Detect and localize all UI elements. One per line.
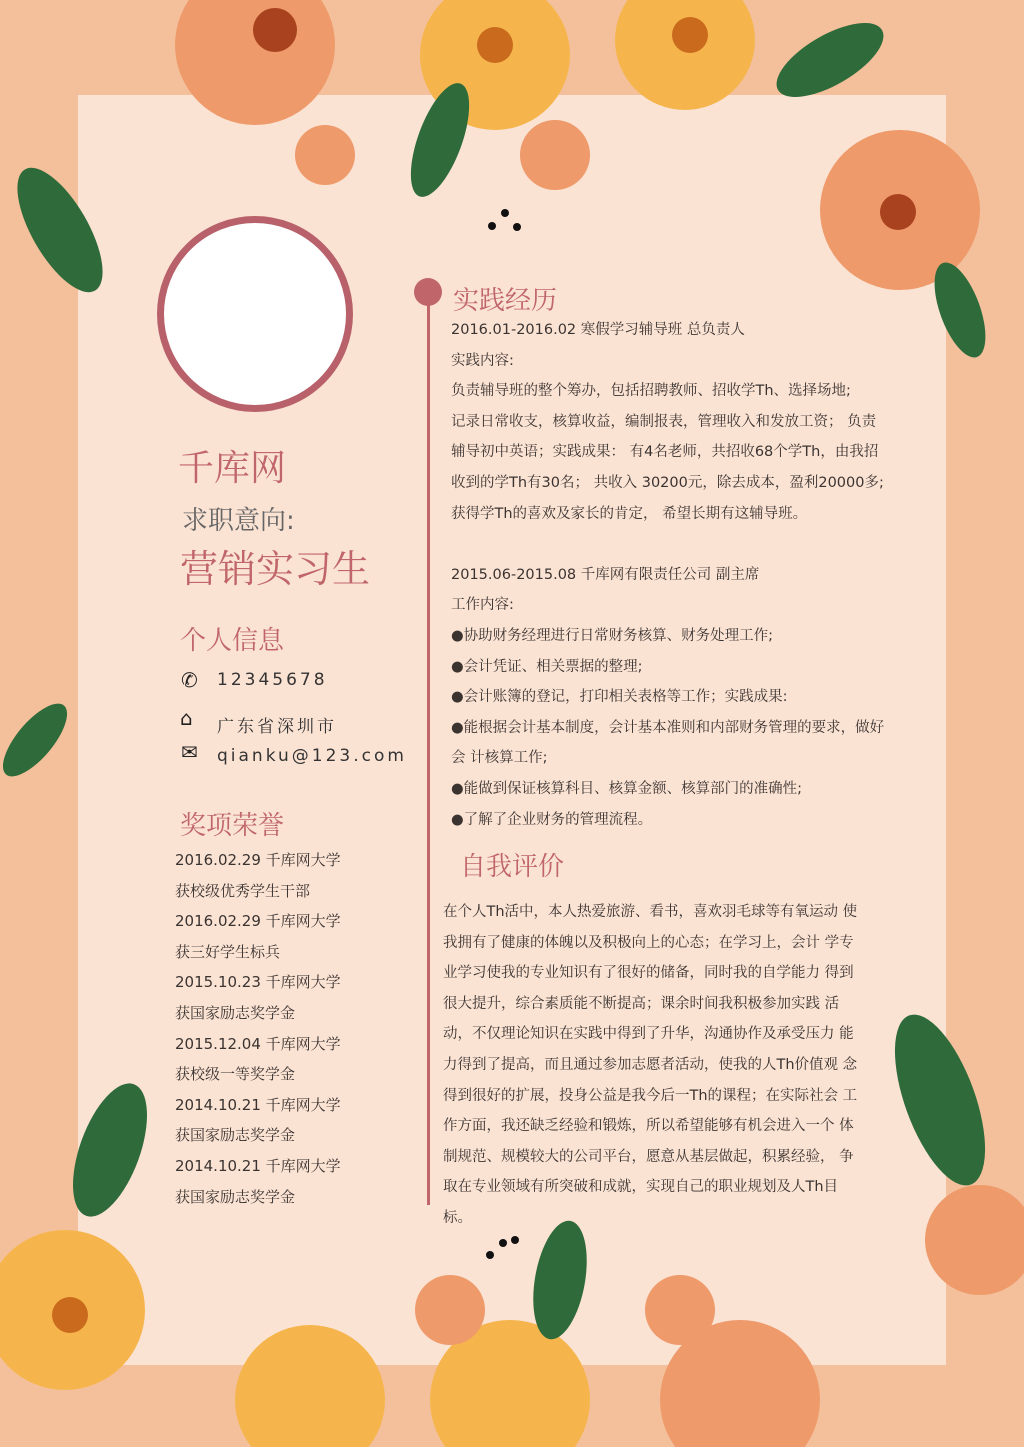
awards-line: 获国家励志奖学金 (175, 1004, 296, 1022)
evaluation-line: 标。 (443, 1210, 472, 1226)
experience-line: ●协助财务经理进行日常财务核算、财务处理工作; (451, 628, 774, 644)
mail-icon: ✉ (181, 740, 198, 764)
experience-line: ●了解了企业财务的管理流程。 (451, 811, 653, 828)
evaluation-line: 在个人Th活中，本人热爱旅游、看书，喜欢羽毛球等有氧运动 使 (443, 904, 858, 920)
profile-photo (157, 216, 353, 412)
experience-line: ●能根据会计基本制度，会计基本准则和内部财务管理的要求，做好 (451, 719, 885, 736)
experience-line: 实践内容: (451, 352, 514, 369)
evaluation-line: 业学习使我的专业知识有了很好的储备，同时我的自学能力 得到 (443, 965, 854, 982)
intent-label: 求职意向: (182, 506, 295, 536)
email: qianku@123.com (217, 746, 407, 766)
phone-icon: ✆ (181, 668, 198, 692)
awards-line: 获校级优秀学生干部 (175, 881, 311, 900)
timeline-dot (414, 278, 442, 306)
evaluation-line: 动，不仅理论知识在实践中得到了升华，沟通协作及承受压力 能 (443, 1026, 854, 1043)
experience-line: ●会计账簿的登记，打印相关表格等工作；实践成果: (451, 689, 788, 706)
evaluation-line: 我拥有了健康的体魄以及积极向上的心态；在学习上，会计 学专 (443, 934, 854, 951)
experience-line: ●会计凭证、相关票据的整理; (451, 658, 643, 675)
evaluation-line: 很大提升，综合素质能不断提高；课余时间我积极参加实践 活 (443, 995, 840, 1012)
experience-line: 工作内容: (451, 597, 514, 614)
evaluation-line: 得到很好的扩展，投身公益是我今后一Th的课程；在实际社会 工 (443, 1087, 858, 1104)
evaluation-line: 作方面，我还缺乏经验和锻炼，所以希望能够有机会进入一个 体 (443, 1118, 854, 1135)
experience-line: 辅导初中英语；实践成果： 有4名老师，共招收68个学Th，由我招 (451, 444, 879, 461)
awards-title: 奖项荣誉 (180, 811, 285, 841)
awards-line: 2014.10.21 千库网大学 (175, 1095, 341, 1114)
awards-line: 获国家励志奖学金 (175, 1126, 296, 1145)
awards-line: 2016.02.29 千库网大学 (175, 912, 341, 931)
experience-title: 实践经历 (453, 286, 558, 316)
awards-line: 2016.02.29 千库网大学 (175, 851, 341, 869)
awards-line: 获国家励志奖学金 (175, 1187, 296, 1206)
evaluation-line: 取在专业领域有所突破和成就，实现自己的职业规划及人Th目 (443, 1179, 839, 1196)
awards-line: 2015.10.23 千库网大学 (175, 973, 341, 992)
awards-line: 获三好学生标兵 (175, 942, 281, 961)
experience-line: 2015.06-2015.08 千库网有限责任公司 副主席 (451, 566, 760, 583)
experience-line: 获得学Th的喜欢及家长的肯定， 希望长期有这辅导班。 (451, 505, 808, 522)
experience-line: 2016.01-2016.02 寒假学习辅导班 总负责人 (451, 322, 745, 338)
personal-info-title: 个人信息 (180, 626, 285, 656)
awards-line: 2015.12.04 千库网大学 (175, 1034, 341, 1053)
home-icon: ⌂ (180, 706, 193, 730)
job-target: 营销实习生 (180, 547, 371, 591)
candidate-name: 千库网 (178, 448, 287, 489)
city: 广东省深圳市 (217, 717, 337, 737)
evaluation-line: 制规范、规模较大的公司平台，愿意从基层做起，积累经验， 争 (443, 1148, 854, 1165)
timeline-line (427, 290, 430, 1205)
awards-line: 2014.10.21 千库网大学 (175, 1157, 341, 1175)
evaluation-line: 力得到了提高，而且通过参加志愿者活动，使我的人Th价值观 念 (443, 1057, 858, 1073)
evaluation-title: 自我评价 (460, 852, 565, 882)
awards-line: 获校级一等奖学金 (175, 1065, 296, 1084)
experience-line: ●能做到保证核算科目、核算金额、核算部门的准确性; (451, 781, 803, 797)
experience-line: 收到的学Th有30名； 共收入 30200元，除去成本，盈利20000多; (451, 475, 884, 491)
experience-line: 会 计核算工作; (451, 750, 548, 767)
experience-line: 负责辅导班的整个筹办，包括招聘教师、招收学Th、选择场地; (451, 383, 851, 400)
experience-line: 记录日常收支，核算收益，编制报表，管理收入和发放工资； 负责 (451, 413, 877, 430)
phone: 12345678 (217, 670, 328, 690)
